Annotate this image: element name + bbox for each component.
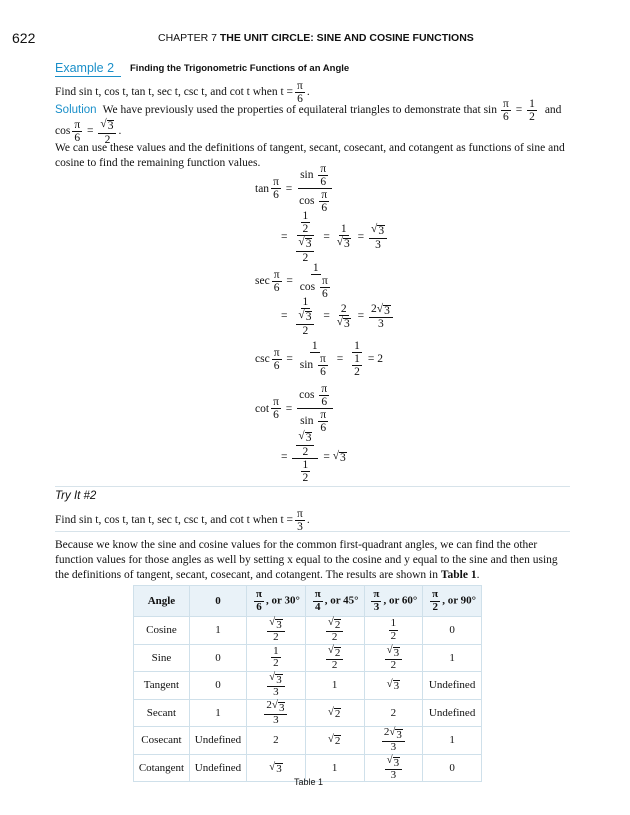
cos-value-frac: √ 3 2 [98,118,116,146]
sec-simplify: = 1 √ 3 2 = 2 √ 3 = 2 √ 3 3 [281,296,395,337]
tryit-bottom-rule [55,531,570,532]
tryit-top-rule [55,486,570,487]
table-row: Secant 1 2 √ 3 3 √ 2 2 Undefined [134,699,482,727]
chapter-heading [158,32,474,44]
header-zero: 0 [189,586,246,617]
table-reference: Table 1 [440,569,477,581]
solution-text: We have previously used the properties of equilateral triangles to demonstrate that sin [102,104,497,117]
cot-equation: cot $\frac{\pi}{6}$ = cos $\frac{\pi}{6}$ sin $\frac{\pi}{6}$ [255,383,335,434]
chapter-prefix: CHAPTER 7 [158,32,217,44]
solution-frac-pi6: $\frac{\pi}{6}$ [503,98,509,124]
cot-simplify: = √ 3 2 $\frac{1}{2}$ = √ 3 [281,430,346,484]
explanation-paragraph: We can use these values and the definitions of tangent, secant, cosecant, and cotangent as functions of sine and cosine to find the remaining function values. [55,142,565,169]
example-title: Finding the Trigonometric Functions of an Angle [130,63,350,74]
example-label: Example 2 [55,61,115,75]
csc-equation: csc $\frac{\pi}{6}$ = 1 sin $\frac{\pi}{6}$ = $\frac{1}{\frac{1}{2}}$ = 2 [255,340,383,379]
tan-equation: tan $\frac{\pi}{6}$ = sin $\frac{\pi}{6}$ cos $\frac{\pi}{6}$ [255,163,335,214]
solution-frac-half: $\frac{1}{2}$ [529,98,535,124]
solution-line: Solution We have previously used the properties of equilateral triangles to demonstrate that sin $\frac{\pi}{6}$ = $\frac{1}{2}$ and [55,98,562,124]
solution-label: Solution [55,104,97,117]
table-row: Cosecant Undefined 2 √ 2 2 √ 3 3 1 [134,727,482,755]
closing-paragraph: Because we know the sine and cosine values for the common first-quadrant angles, we can find the other function values for those angles as well by setting x equal to the cosine and y equal to the sine and then using the definitions of tangent, secant, cosecant, and cotangent. The results are shown in Table 1. [55,539,558,581]
tryit-label: Try It #2 [55,490,97,502]
table-header-row [134,586,482,617]
solution-cos-line: cos $\frac{\pi}{6}$ = √ 3 2 . [55,118,122,146]
header-30: $\frac{\pi}{6}$ , or 30° [247,586,306,617]
solution-and: and [544,104,562,117]
table-row: Cotangent Undefined √ 3 1 √ 3 3 0 [134,754,482,782]
example-underline [55,76,121,77]
tan-simplify: = $\frac{1}{2}$ √ 3 2 = 1 √ 3 = √ 3 3 [281,210,389,264]
prompt-text: Find sin t, cos t, tan t, sec t, csc t, and cot t when t = [55,86,294,99]
trig-values-table [133,585,482,782]
header-45: $\frac{\pi}{4}$ , or 45° [305,586,364,617]
header-60: $\frac{\pi}{3}$ , or 60° [364,586,423,617]
sec-equation: sec $\frac{\pi}{6}$ = 1 cos $\frac{\pi}{6}$ [255,262,328,301]
tryit-prompt: Find sin t, cos t, tan t, sec t, csc t, and cot t when t = $\frac{\pi}{3}$ . [55,508,310,534]
chapter-title: THE UNIT CIRCLE: SINE AND COSINE FUNCTIONS [219,32,474,44]
prompt-fraction: $\frac{\pi}{6}$ [297,80,303,106]
example-prompt: Find sin t, cos t, tan t, sec t, csc t, and cot t when t = $\frac{\pi}{6}$ . [55,80,310,106]
header-angle: Angle [134,586,190,617]
table-row: Sine 0 $\frac{1}{2}$ √ 2 2 √ 3 2 1 [134,644,482,672]
table-row: Cosine 1 √ 3 2 √ 2 2 $\frac{1}{2}$ 0 [134,617,482,645]
table-caption: Table 1 [294,777,324,787]
header-90: $\frac{\pi}{2}$ , or 90° [423,586,482,617]
page-number: 622 [12,30,36,46]
table-row: Tangent 0 √ 3 3 1 √ 3 Undefined [134,672,482,700]
